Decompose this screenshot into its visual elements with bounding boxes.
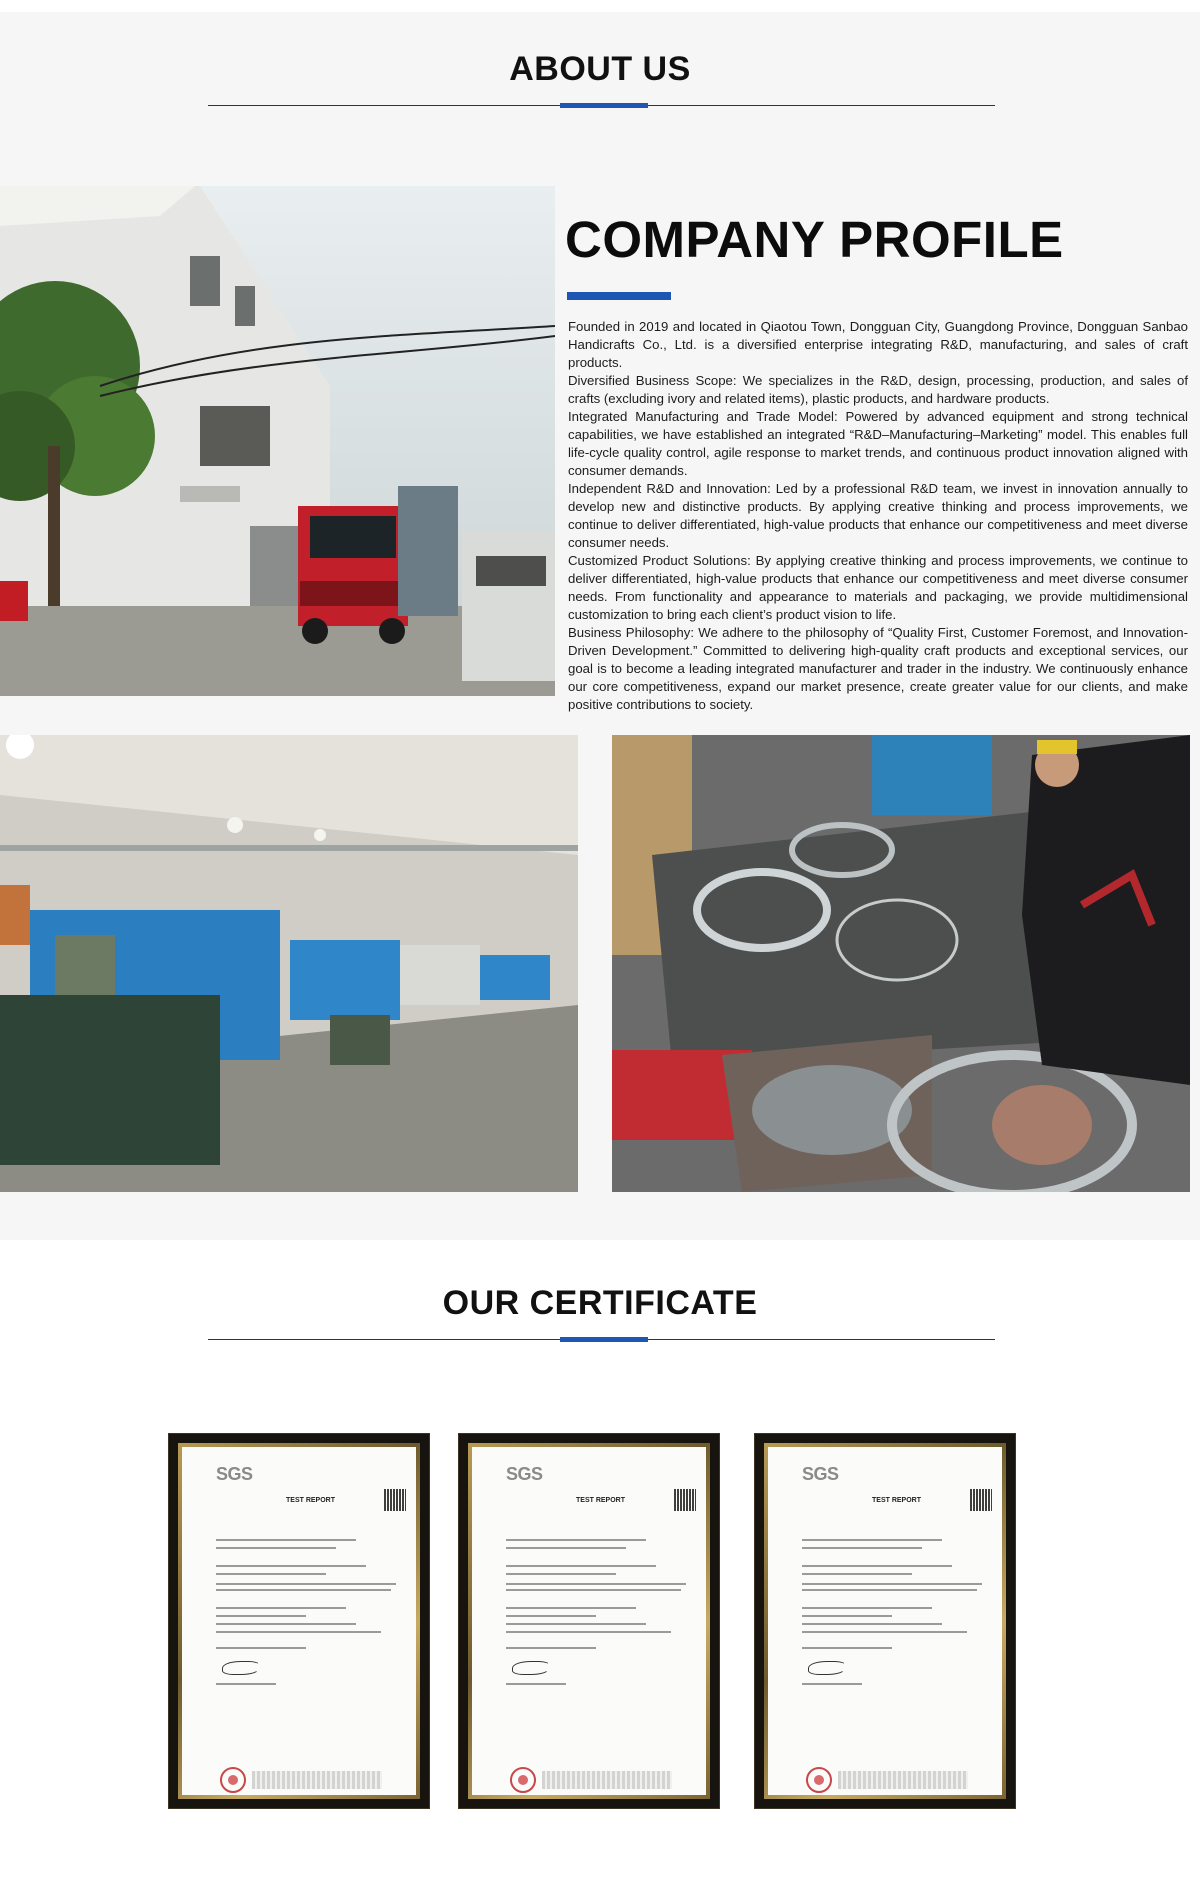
certificate-title: OUR CERTIFICATE bbox=[442, 1284, 758, 1322]
factory-building-photo bbox=[0, 186, 555, 696]
company-profile-text bbox=[568, 318, 1188, 714]
certificate-document bbox=[472, 1447, 706, 1795]
certificate-document bbox=[768, 1447, 1002, 1795]
certificate-frame bbox=[754, 1433, 1016, 1809]
certificate-doc-title: TEST REPORT bbox=[576, 1497, 626, 1504]
signature-icon bbox=[808, 1661, 846, 1675]
profile-paragraph: Customized Product Solutions: By applying creative thinking and process improvements, we continue to deliver differentiated, high-value products that enhance our competitiveness and meet diverse consumer needs. From functionality and appearance to materials and packaging, we provide multidimensional customization to bring each client’s product vision to life. bbox=[568, 553, 1188, 622]
profile-paragraph: Diversified Business Scope: We specializes in the R&D, design, processing, production, and sales of crafts (excluding ivory and related items), plastic products, and hardware products. bbox=[568, 373, 1188, 406]
sgs-logo: SGS bbox=[216, 1464, 253, 1484]
qr-code-icon bbox=[674, 1489, 696, 1511]
wire-crafting-photo bbox=[612, 735, 1190, 1192]
about-title-accent bbox=[560, 103, 648, 108]
signature-icon bbox=[222, 1661, 260, 1675]
profile-paragraph: Founded in 2019 and located in Qiaotou Town, Dongguan City, Guangdong Province, Dongguan Sanbao Handicrafts Co., Ltd. is a diversified enterprise integrating R&D, manufacturing, and sales of craft products. bbox=[568, 319, 1188, 370]
profile-paragraph: Integrated Manufacturing and Trade Model: Powered by advanced equipment and strong technical capabilities, we have established an integrated “R&D–Manufacturing–Marketing” model. This enables full life-cycle quality control, agile response to market trends, and continuous product innovation aligned with consumer demands. bbox=[568, 409, 1188, 478]
signature-icon bbox=[512, 1661, 550, 1675]
qr-code-icon bbox=[384, 1489, 406, 1511]
qr-code-icon bbox=[970, 1489, 992, 1511]
certificate-document bbox=[182, 1447, 416, 1795]
sgs-logo: SGS bbox=[506, 1464, 543, 1484]
seal-stamp-icon bbox=[510, 1767, 536, 1793]
certificate-doc-title: TEST REPORT bbox=[286, 1497, 336, 1504]
about-title: ABOUT US bbox=[509, 50, 691, 88]
certificate-doc-title: TEST REPORT bbox=[872, 1497, 922, 1504]
injection-workshop-photo bbox=[0, 735, 578, 1192]
profile-paragraph: Business Philosophy: We adhere to the philosophy of “Quality First, Customer Foremost, and Innovation-Driven Development.” Committed to delivering high-quality craft products and exceptional services, our goal is to become a leading integrated manufacturer and trader in the industry. We continuously enhance our core competitiveness, expand our market presence, create greater value for our clients, and make positive contributions to society. bbox=[568, 625, 1188, 712]
certificate-frame bbox=[168, 1433, 430, 1809]
profile-paragraph: Independent R&D and Innovation: Led by a professional R&D team, we invest in innovation annually to develop new and distinctive products. By applying creative thinking and process improvements, we continue to deliver differentiated, high-value products that enhance our competitiveness and meet diverse consumer needs. bbox=[568, 481, 1188, 550]
company-profile-accent bbox=[567, 292, 671, 300]
certificate-frame bbox=[458, 1433, 720, 1809]
seal-stamp-icon bbox=[220, 1767, 246, 1793]
sgs-logo: SGS bbox=[802, 1464, 839, 1484]
certificate-title-accent bbox=[560, 1337, 648, 1342]
company-profile-title: COMPANY PROFILE bbox=[565, 211, 1064, 268]
seal-stamp-icon bbox=[806, 1767, 832, 1793]
